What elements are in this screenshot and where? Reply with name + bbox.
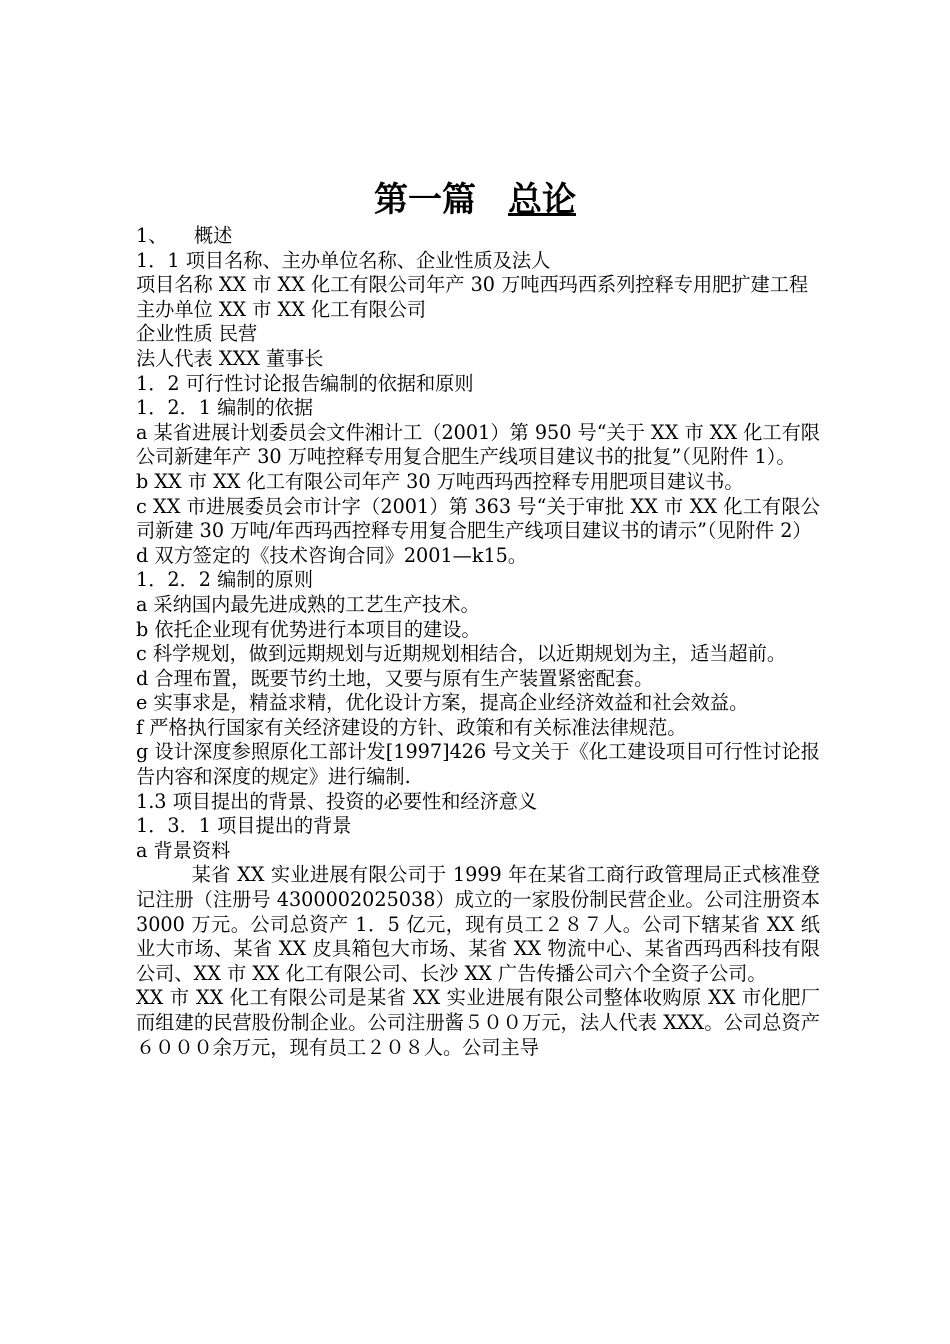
paragraph: 主办单位 XX 市 XX 化工有限公司 xyxy=(136,297,427,321)
paragraph: a 采纳国内最先进成熟的工艺生产技术。 xyxy=(136,592,480,616)
paragraph: 1．2．1 编制的依据 xyxy=(136,396,314,420)
paragraph xyxy=(136,224,820,249)
paragraph: XX 市 XX 化工有限公司是某省 XX 实业进展有限公司整体收购原 XX 市化肥厂而组建的民营股份制企业。公司注册酱５００万元，法人代表 XXX。公司总资产６０００余万元，现有员工２０８人。公司主导 xyxy=(136,986,820,1059)
paragraph: d 双方签定的《技术咨询合同》2001—k15。 xyxy=(136,543,528,567)
paragraph: a 某省进展计划委员会文件湘计工（2001）第 950 号“关于 XX 市 XX 化工有限公司新建年产 30 万吨控释专用复合肥生产线项目建议书的批复”（见附件 1）。 xyxy=(136,420,820,469)
page-title xyxy=(0,176,950,224)
paragraph: c XX 市进展委员会市计字（2001）第 363 号“关于审批 XX 市 XX 化工有限公司新建 30 万吨/年西玛西控释专用复合肥生产线项目建议书的请示”（见附件 2） xyxy=(136,494,820,543)
paragraph: 1．2．2 编制的原则 xyxy=(136,568,314,592)
paragraph: e 实事求是，精益求精，优化设计方案，提高企业经济效益和社会效益。 xyxy=(136,691,749,715)
paragraph: d 合理布置，既要节约土地，又要与原有生产装置紧密配套。 xyxy=(136,666,654,690)
paragraph: 某省 XX 实业进展有限公司于 1999 年在某省工商行政管理局正式核准登记注册（注册号 4300002025038）成立的一家股份制民营企业。公司注册资本 3000 万元。公司总资产 1．5 亿元，现有员工２８７人。公司下辖某省 XX 纸业大市场、某省 XX 皮具箱包大市场、某省 XX 物流中心、某省西玛西科技有限公司、XX 市 XX 化工有限公司、长沙 XX 广告传播公司六个全资子公司。 xyxy=(136,863,820,985)
document-body xyxy=(136,224,820,1060)
paragraph: b 依托企业现有优势进行本项目的建设。 xyxy=(136,617,481,641)
paragraph: 1．3．1 项目提出的背景 xyxy=(136,814,352,838)
paragraph: 项目名称 XX 市 XX 化工有限公司年产 30 万吨西玛西系列控释专用肥扩建工程 xyxy=(136,273,809,297)
paragraph: c 科学规划，做到远期规划与近期规划相结合，以近期规划为主，适当超前。 xyxy=(136,642,787,666)
paragraph: b XX 市 XX 化工有限公司年产 30 万吨西玛西控释专用肥项目建议书。 xyxy=(136,469,744,493)
paragraph: 法人代表 XXX 董事长 xyxy=(136,346,324,370)
paragraph: 企业性质 民营 xyxy=(136,322,258,346)
paragraph: a 背景资料 xyxy=(136,838,231,862)
paragraph: 1．1 项目名称、主办单位名称、企业性质及法人 xyxy=(136,248,551,272)
paragraph: 1.3 项目提出的背景、投资的必要性和经济意义 xyxy=(136,789,538,813)
paragraph: f 严格执行国家有关经济建设的方针、政策和有关标准法律规范。 xyxy=(136,715,687,739)
section-number: 1、 xyxy=(136,224,168,247)
title-part-1: 第一篇 xyxy=(374,180,476,220)
paragraph: 1．2 可行性讨论报告编制的依据和原则 xyxy=(136,371,474,395)
section-heading: 概述 xyxy=(194,224,233,247)
title-part-2: 总论 xyxy=(508,180,576,220)
paragraph: g 设计深度参照原化工部计发[1997]426 号文关于《化工建设项目可行性讨论报告内容和深度的规定》进行编制. xyxy=(136,740,820,789)
